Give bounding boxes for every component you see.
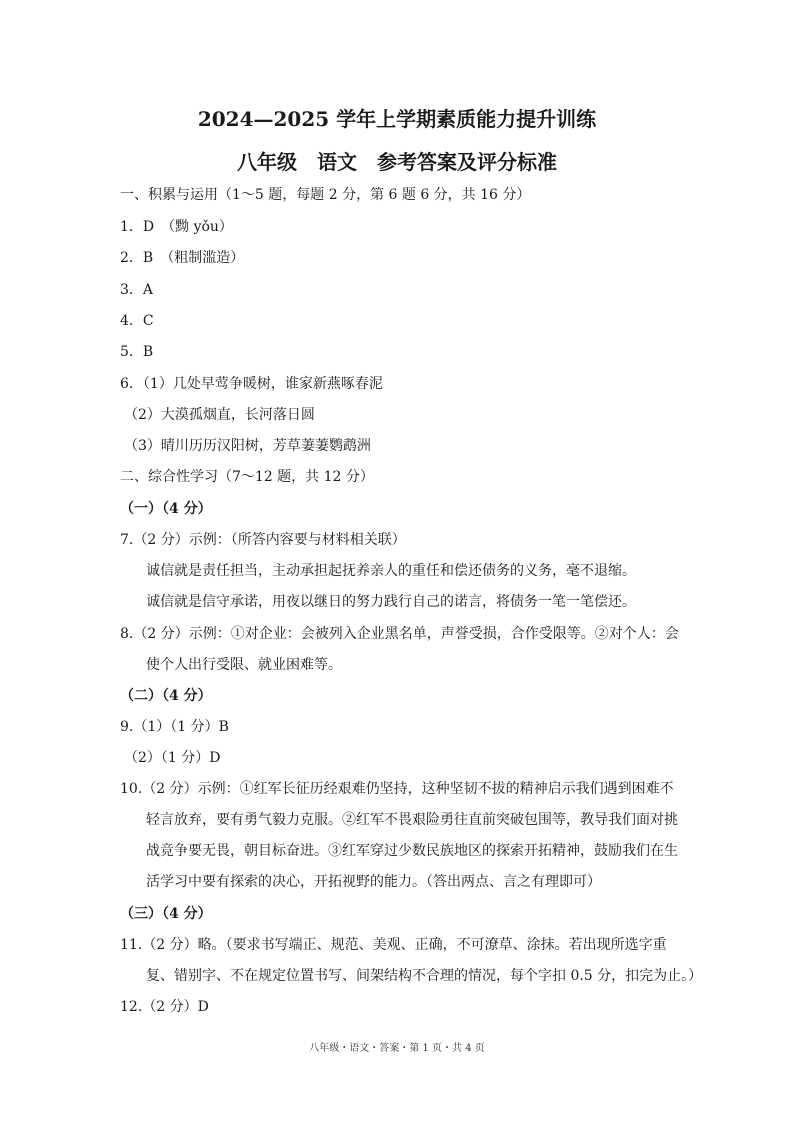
answer-9-2: （2）（1 分）D [124,750,221,766]
answer-3: 3．A [120,282,154,298]
answer-2: 2．B （粗制滥造） [120,250,245,266]
answer-7-example-a: 诚信就是责任担当，主动承担起抚养亲人的重任和偿还债务的义务，毫不退缩。 [146,563,636,579]
page-title: 2024—2025 学年上学期素质能力提升训练 [197,107,597,131]
section1-heading: 一、积累与运用（1～5 题，每题 2 分，第 6 题 6 分，共 16 分） [120,187,531,203]
part2-heading: （二）（4 分） [120,688,212,704]
answer-10-line4: 活学习中要有探索的决心，开拓视野的能力。（答出两点、言之有理即可） [146,874,601,890]
answer-12: 12.（2 分）D [120,999,209,1015]
answer-7: 7.（2 分）示例：（所答内容要与材料相关联） [120,532,406,548]
page-footer: 八年级・语文・答案・第 1 页・共 4 页 [309,1043,485,1054]
answer-9-1: 9.（1）（1 分）B [120,719,229,735]
answer-8-line1: 8.（2 分）示例：①对企业：会被列入企业黑名单，声誉受损，合作受限等。②对个人：会 [120,626,679,642]
answer-8-line2: 使个人出行受限、就业困难等。 [146,657,342,673]
answer-10-line1: 10.（2 分）示例：①红军长征历经艰难仍坚持，这种坚韧不拔的精神启示我们遇到困难不 [120,781,674,797]
part1-heading: （一）（4 分） [120,501,212,517]
answer-10-line2: 轻言放弃，要有勇气毅力克服。②红军不畏艰险勇往直前突破包围等，教导我们面对挑 [146,812,678,828]
answer-11-line1: 11.（2 分）略。（要求书写端正、规范、美观、正确，不可潦草、涂抹。若出现所选字重 [120,937,667,953]
answer-7-example-b: 诚信就是信守承诺，用夜以继日的努力践行自己的诺言，将债务一笔一笔偿还。 [146,594,636,610]
answer-10-line3: 战竞争要无畏，朝目标奋进。③红军穿过少数民族地区的探索开拓精神，鼓励我们在生 [146,843,678,859]
answer-4: 4．C [120,313,154,329]
page-subtitle: 八年级 语文 参考答案及评分标准 [237,150,557,174]
part3-heading: （三）（4 分） [120,906,212,922]
answer-6-2: （2）大漠孤烟直，长河落日圆 [124,407,315,423]
answer-5: 5．B [120,344,154,360]
answer-1: 1．D （黝 yǒu） [120,219,233,235]
answer-6-3: （3）晴川历历汉阳树，芳草萋萋鹦鹉洲 [124,438,371,454]
answer-6-1: 6．（1）几处早莺争暖树，谁家新燕啄春泥 [120,376,383,392]
section2-heading: 二、综合性学习（7～12 题，共 12 分） [120,469,374,485]
answer-11-line2: 复、错别字、不在规定位置书写、间架结构不合理的情况，每个字扣 0.5 分，扣完为止。） [146,968,703,984]
